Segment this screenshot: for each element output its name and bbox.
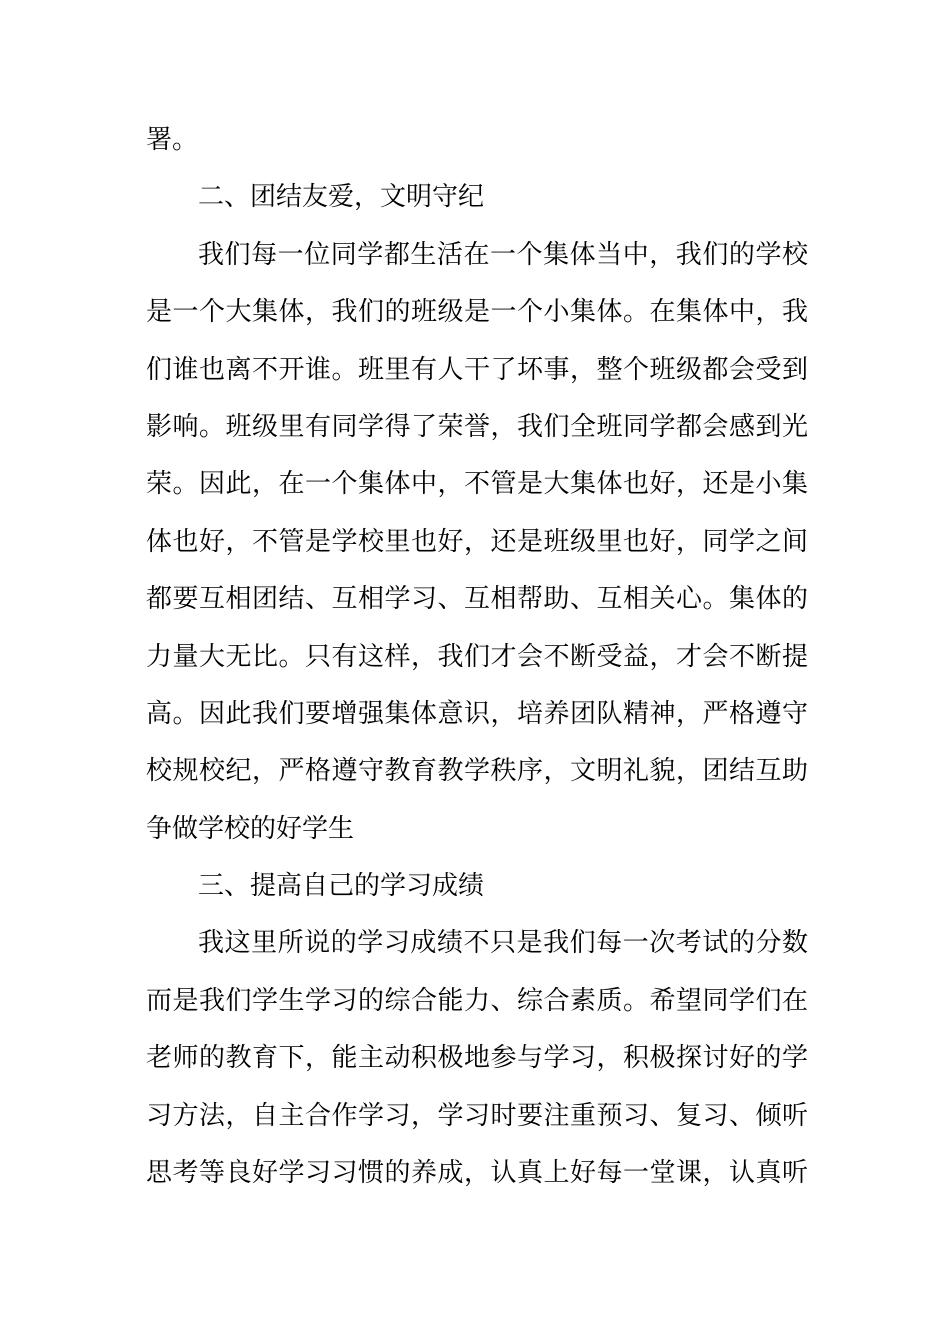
paragraph-line: 思考等良好学习习惯的养成，认真上好每一堂课，认真听: [146, 1158, 808, 1189]
paragraph-line: 荣。因此，在一个集体中，不管是大集体也好，还是小集: [146, 469, 808, 500]
paragraph-line: 我这里所说的学习成绩不只是我们每一次考试的分数: [198, 928, 808, 959]
paragraph-line: 争做学校的好学生: [146, 813, 355, 844]
paragraph-line: 而是我们学生学习的综合能力、综合素质。希望同学们在: [146, 985, 808, 1016]
section-heading-grades: 三、提高自己的学习成绩: [198, 871, 485, 902]
paragraph-line: 校规校纪，严格遵守教育教学秩序，文明礼貌，团结互助: [146, 756, 808, 787]
document-body: [146, 112, 808, 1202]
section-heading-unity: 二、团结友爱，文明守纪: [198, 182, 485, 213]
paragraph-line: 习方法，自主合作学习，学习时要注重预习、复习、倾听: [146, 1100, 808, 1131]
paragraph-line: 我们每一位同学都生活在一个集体当中，我们的学校: [198, 239, 808, 270]
paragraph-line: 力量大无比。只有这样，我们才会不断受益，才会不断提: [146, 641, 808, 672]
paragraph-line: 们谁也离不开谁。班里有人干了坏事，整个班级都会受到: [146, 354, 808, 385]
paragraph-line: 影响。班级里有同学得了荣誉，我们全班同学都会感到光: [146, 411, 808, 442]
paragraph-line: 体也好，不管是学校里也好，还是班级里也好，同学之间: [146, 526, 808, 557]
paragraph-line: 是一个大集体，我们的班级是一个小集体。在集体中，我: [146, 297, 808, 328]
paragraph-line: 老师的教育下，能主动积极地参与学习，积极探讨好的学: [146, 1043, 808, 1074]
paragraph-line: 高。因此我们要增强集体意识，培养团队精神，严格遵守: [146, 698, 808, 729]
paragraph-line: 署。: [146, 125, 199, 155]
paragraph-line: 都要互相团结、互相学习、互相帮助、互相关心。集体的: [146, 584, 808, 615]
